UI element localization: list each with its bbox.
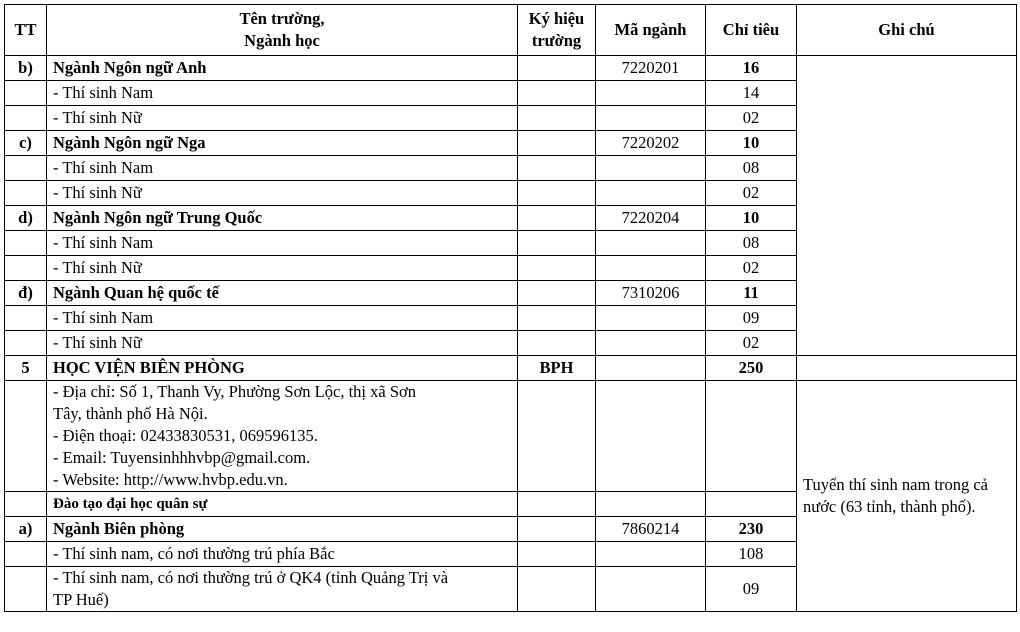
row-quota: 14 (706, 81, 797, 106)
row-name: - Thí sinh Nữ (47, 331, 518, 356)
row-tt (5, 156, 47, 181)
row-name: Ngành Ngôn ngữ Trung Quốc (47, 206, 518, 231)
row-major-code (596, 492, 706, 517)
row-name: Ngành Ngôn ngữ Anh (47, 56, 518, 81)
school-row (5, 356, 1017, 381)
row-school-code (518, 181, 596, 206)
row-major-code (596, 542, 706, 567)
row-major-code: 7220202 (596, 131, 706, 156)
row-name: - Thí sinh Nữ (47, 256, 518, 281)
school-phone: - Điện thoại: 02433830531, 069596135. (53, 426, 318, 445)
row-school-code (518, 492, 596, 517)
row-tt (5, 106, 47, 131)
row-major-code (596, 81, 706, 106)
row-name: - Thí sinh Nam (47, 81, 518, 106)
note-cell-empty (797, 56, 1017, 356)
admissions-table (4, 4, 1017, 612)
row-name: - Thí sinh Nam (47, 231, 518, 256)
header-school-code-line2: trường (531, 31, 582, 50)
row-quota: 16 (706, 56, 797, 81)
row-school-code (518, 567, 596, 612)
row-major-code (596, 306, 706, 331)
row-school-code (518, 517, 596, 542)
header-name-line2: Ngành học (244, 31, 320, 50)
row-tt (5, 331, 47, 356)
row-name (47, 567, 518, 612)
row-school-code (518, 106, 596, 131)
row-tt (5, 231, 47, 256)
school-info (47, 381, 518, 492)
row-quota: 108 (706, 542, 797, 567)
school-name: HỌC VIỆN BIÊN PHÒNG (47, 356, 518, 381)
header-major-code: Mã ngành (596, 5, 706, 56)
header-school-code-line1: Ký hiệu (528, 9, 585, 28)
row-tt: d) (5, 206, 47, 231)
row-major-code (596, 381, 706, 492)
row-quota (706, 381, 797, 492)
row-name-line2: TP Huế) (53, 590, 109, 609)
row-name: - Thí sinh Nam (47, 156, 518, 181)
row-quota: 10 (706, 206, 797, 231)
school-website: - Website: http://www.hvbp.edu.vn. (53, 470, 288, 489)
header-note: Ghi chú (797, 5, 1017, 56)
row-tt: đ) (5, 281, 47, 306)
table-row (5, 56, 1017, 81)
row-school-code (518, 81, 596, 106)
row-quota: 08 (706, 156, 797, 181)
school-tt: 5 (5, 356, 47, 381)
row-school-code (518, 206, 596, 231)
row-major-code: 7310206 (596, 281, 706, 306)
header-school-code (518, 5, 596, 56)
row-tt: c) (5, 131, 47, 156)
school-quota: 250 (706, 356, 797, 381)
row-school-code (518, 156, 596, 181)
row-quota: 08 (706, 231, 797, 256)
school-code: BPH (518, 356, 596, 381)
row-major-code (596, 331, 706, 356)
row-quota: 230 (706, 517, 797, 542)
header-row (5, 5, 1017, 56)
row-quota (706, 492, 797, 517)
row-name: - Thí sinh Nữ (47, 106, 518, 131)
row-name: - Thí sinh Nam (47, 306, 518, 331)
row-quota: 02 (706, 181, 797, 206)
row-school-code (518, 542, 596, 567)
row-tt (5, 567, 47, 612)
row-name: Ngành Biên phòng (47, 517, 518, 542)
row-school-code (518, 381, 596, 492)
header-quota: Chỉ tiêu (706, 5, 797, 56)
row-major-code (596, 231, 706, 256)
row-name: - Thí sinh nam, có nơi thường trú phía Bắc (47, 542, 518, 567)
row-school-code (518, 281, 596, 306)
row-name: - Thí sinh Nữ (47, 181, 518, 206)
school-major-code (596, 356, 706, 381)
row-quota: 09 (706, 306, 797, 331)
header-name-line1: Tên trường, (239, 9, 325, 28)
row-major-code (596, 181, 706, 206)
row-school-code (518, 256, 596, 281)
row-name-line1: - Thí sinh nam, có nơi thường trú ở QK4 (tỉnh Quảng Trị và (53, 568, 449, 587)
row-quota: 02 (706, 331, 797, 356)
row-name: Ngành Ngôn ngữ Nga (47, 131, 518, 156)
row-quota: 02 (706, 256, 797, 281)
row-major-code (596, 567, 706, 612)
row-school-code (518, 306, 596, 331)
school-note-line2: nước (63 tỉnh, thành phố). (803, 497, 976, 516)
row-name: Ngành Quan hệ quốc tế (47, 281, 518, 306)
school-note-line1: Tuyển thí sinh nam trong cả (803, 475, 989, 494)
school-note-empty (797, 356, 1017, 381)
row-tt (5, 256, 47, 281)
row-major-code: 7860214 (596, 517, 706, 542)
school-note (797, 381, 1017, 612)
row-tt (5, 81, 47, 106)
row-quota: 11 (706, 281, 797, 306)
row-tt (5, 181, 47, 206)
row-major-code (596, 256, 706, 281)
row-school-code (518, 56, 596, 81)
row-school-code (518, 131, 596, 156)
row-quota: 09 (706, 567, 797, 612)
row-tt (5, 306, 47, 331)
school-address-line2: Tây, thành phố Hà Nội. (53, 404, 208, 423)
school-address-line1: - Địa chỉ: Số 1, Thanh Vy, Phường Sơn Lộc, thị xã Sơn (53, 382, 416, 401)
school-email: - Email: Tuyensinhhhvbp@gmail.com. (53, 448, 311, 467)
row-tt: b) (5, 56, 47, 81)
row-major-code (596, 106, 706, 131)
header-tt: TT (5, 5, 47, 56)
row-major-code: 7220201 (596, 56, 706, 81)
row-school-code (518, 231, 596, 256)
row-quota: 10 (706, 131, 797, 156)
row-quota: 02 (706, 106, 797, 131)
row-school-code (518, 331, 596, 356)
school-info-row (5, 381, 1017, 492)
row-major-code: 7220204 (596, 206, 706, 231)
row-tt (5, 492, 47, 517)
row-major-code (596, 156, 706, 181)
row-tt (5, 381, 47, 492)
row-tt: a) (5, 517, 47, 542)
header-name (47, 5, 518, 56)
training-heading: Đào tạo đại học quân sự (47, 492, 518, 517)
row-tt (5, 542, 47, 567)
